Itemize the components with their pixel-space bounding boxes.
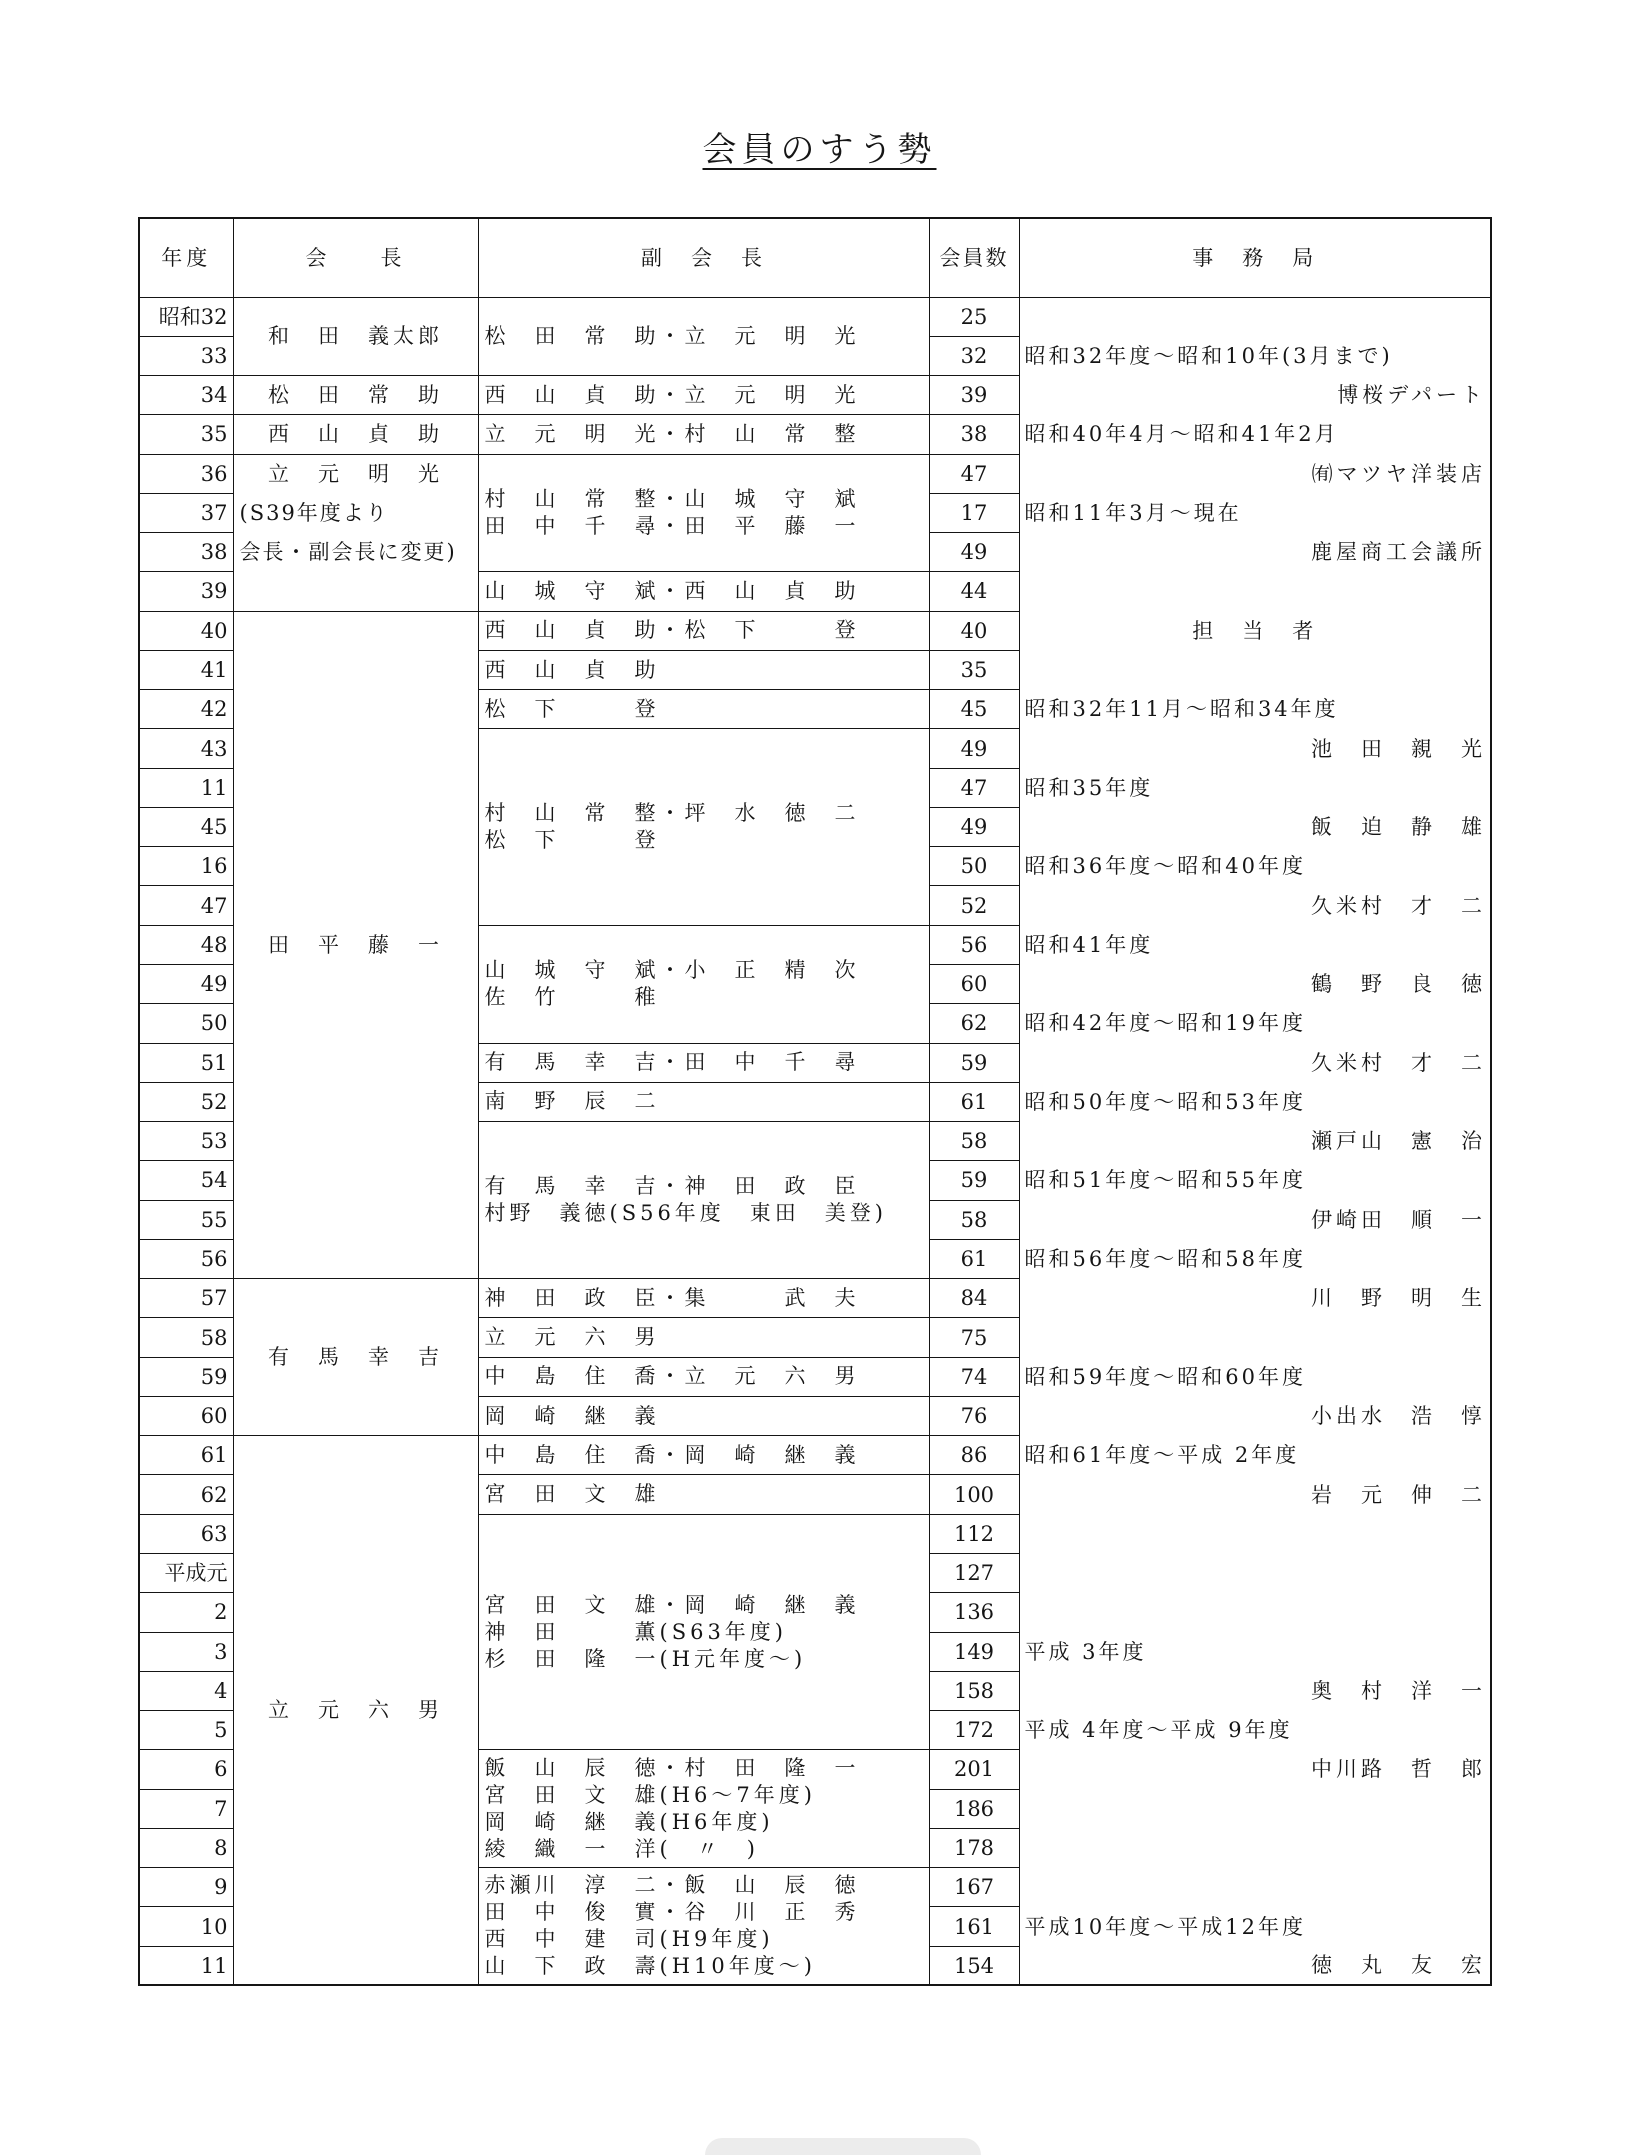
office-cell	[1019, 1828, 1491, 1867]
office-cell	[1019, 1907, 1491, 1946]
year-cell: 35	[139, 415, 233, 454]
vice-president-line: 田 中 俊 實・谷 川 正 秀	[484, 1900, 860, 1925]
member-count-cell: 45	[929, 690, 1019, 729]
vice-president-line: 岡 崎 継 義(H6年度)	[484, 1809, 774, 1834]
office-cell	[1019, 533, 1491, 572]
year-cell: 63	[139, 1514, 233, 1553]
member-count-cell: 127	[929, 1554, 1019, 1593]
year-cell: 7	[139, 1789, 233, 1828]
office-cell	[1019, 1671, 1491, 1710]
vice-president-line: 西 山 貞 助・松 下 登	[484, 618, 860, 643]
vice-president-cell	[478, 415, 929, 454]
office-cell	[1019, 965, 1491, 1004]
year-cell: 5	[139, 1711, 233, 1750]
vice-president-line: 西 山 貞 助	[484, 657, 660, 682]
vice-president-cell	[478, 1279, 929, 1318]
member-count-cell: 84	[929, 1279, 1019, 1318]
office-cell	[1019, 1318, 1491, 1357]
vice-president-cell	[478, 1750, 929, 1868]
office-term: 昭和36年度〜昭和40年度	[1024, 854, 1306, 879]
table-row	[139, 611, 1491, 650]
president-name: 西 山 貞 助	[268, 422, 443, 447]
vice-president-line: 中 島 住 喬・岡 崎 継 義	[484, 1442, 860, 1467]
office-cell	[1019, 611, 1491, 650]
president-cell	[233, 297, 478, 376]
president-note: (S39年度より	[239, 500, 389, 525]
member-count-cell: 49	[929, 807, 1019, 846]
document-title-text: 会員のすう勢	[702, 130, 937, 170]
year-cell: 51	[139, 1043, 233, 1082]
year-cell: 50	[139, 1004, 233, 1043]
office-cell	[1019, 572, 1491, 611]
office-staff-name: 池 田 親 光	[1311, 736, 1486, 761]
year-cell: 10	[139, 1907, 233, 1946]
header-vice-president: 副 会 長	[478, 218, 929, 297]
office-term: 昭和51年度〜昭和55年度	[1024, 1168, 1306, 1193]
member-count-cell: 25	[929, 297, 1019, 336]
document-title	[0, 124, 1639, 176]
office-cell	[1019, 1946, 1491, 1985]
year-cell: 40	[139, 611, 233, 650]
member-count-cell: 58	[929, 1122, 1019, 1161]
office-cell	[1019, 1789, 1491, 1828]
member-count-cell: 56	[929, 925, 1019, 964]
vice-president-line: 西 山 貞 助・立 元 明 光	[484, 382, 860, 407]
vice-president-cell	[478, 1082, 929, 1121]
president-cell	[233, 611, 478, 1279]
office-term: 平成 4年度〜平成 9年度	[1024, 1718, 1293, 1743]
office-cell	[1019, 1436, 1491, 1475]
office-staff-name: 久米村 才 二	[1311, 893, 1486, 918]
member-count-cell: 60	[929, 965, 1019, 1004]
vice-president-line: 山 城 守 斌・西 山 貞 助	[484, 578, 860, 603]
year-cell: 11	[139, 768, 233, 807]
year-cell: 47	[139, 886, 233, 925]
vice-president-cell	[478, 1475, 929, 1514]
year-cell: 6	[139, 1750, 233, 1789]
vice-president-line: 神 田 薫(S63年度)	[484, 1619, 787, 1644]
table-row	[139, 454, 1491, 493]
member-count-cell: 154	[929, 1946, 1019, 1985]
year-cell: 52	[139, 1082, 233, 1121]
table-row	[139, 1436, 1491, 1475]
office-cell	[1019, 336, 1491, 375]
president-note: 会長・副会長に変更)	[239, 539, 457, 564]
year-cell: 57	[139, 1279, 233, 1318]
office-staff-name: 奥 村 洋 一	[1311, 1678, 1486, 1703]
vice-president-cell	[478, 1043, 929, 1082]
office-staff-name: 久米村 才 二	[1311, 1050, 1486, 1075]
member-count-cell: 49	[929, 729, 1019, 768]
office-cell	[1019, 1279, 1491, 1318]
year-cell: 2	[139, 1593, 233, 1632]
year-cell: 48	[139, 925, 233, 964]
vice-president-cell	[478, 297, 929, 376]
office-term: 昭和50年度〜昭和53年度	[1024, 1089, 1306, 1114]
vice-president-line: 有 馬 幸 吉・田 中 千 尋	[484, 1050, 860, 1075]
office-staff-name: 川 野 明 生	[1311, 1286, 1486, 1311]
office-cell	[1019, 690, 1491, 729]
vice-president-cell	[478, 454, 929, 572]
year-cell: 58	[139, 1318, 233, 1357]
member-count-cell: 35	[929, 650, 1019, 689]
member-count-cell: 39	[929, 376, 1019, 415]
president-name: 有 馬 幸 吉	[268, 1345, 443, 1370]
office-staff-name: 小出水 浩 惇	[1311, 1404, 1486, 1429]
office-cell	[1019, 847, 1491, 886]
vice-president-cell	[478, 1357, 929, 1396]
office-term: 昭和32年度〜昭和10年(3月まで)	[1024, 343, 1393, 368]
year-cell: 54	[139, 1161, 233, 1200]
office-cell	[1019, 297, 1491, 336]
office-cell	[1019, 1632, 1491, 1671]
member-count-cell: 178	[929, 1828, 1019, 1867]
president-cell	[233, 1279, 478, 1436]
vice-president-line: 赤瀬川 淳 二・飯 山 辰 徳	[484, 1873, 860, 1898]
vice-president-cell	[478, 1436, 929, 1475]
member-count-cell: 47	[929, 768, 1019, 807]
president-name: 田 平 藤 一	[268, 932, 443, 957]
office-cell	[1019, 454, 1491, 493]
vice-president-cell	[478, 611, 929, 650]
vice-president-cell	[478, 925, 929, 1043]
president-cell	[233, 415, 478, 454]
vice-president-line: 松 下 登	[484, 696, 660, 721]
office-cell	[1019, 415, 1491, 454]
year-cell: 43	[139, 729, 233, 768]
table-body	[139, 297, 1491, 1985]
header-year: 年度	[139, 218, 233, 297]
office-term: 昭和61年度〜平成 2年度	[1024, 1443, 1300, 1468]
member-count-cell: 186	[929, 1789, 1019, 1828]
year-cell: 49	[139, 965, 233, 1004]
office-cell	[1019, 1554, 1491, 1593]
member-count-cell: 74	[929, 1357, 1019, 1396]
year-cell: 53	[139, 1122, 233, 1161]
office-staff-name: 鹿屋商工会議所	[1311, 540, 1486, 565]
year-cell: 60	[139, 1396, 233, 1435]
year-cell: 62	[139, 1475, 233, 1514]
vice-president-line: 立 元 明 光・村 山 常 整	[484, 421, 860, 446]
member-count-cell: 17	[929, 493, 1019, 532]
member-count-cell: 50	[929, 847, 1019, 886]
member-count-cell: 61	[929, 1082, 1019, 1121]
vice-president-line: 飯 山 辰 徳・村 田 隆 一	[484, 1755, 860, 1780]
office-term: 昭和32年11月〜昭和34年度	[1024, 697, 1339, 722]
office-staff-name: 博桜デパート	[1337, 383, 1486, 408]
vice-president-line: 田 中 千 尋・田 平 藤 一	[484, 513, 860, 538]
president-cell	[233, 376, 478, 415]
vice-president-line: 山 下 政 壽(H10年度〜)	[484, 1954, 816, 1979]
office-cell	[1019, 886, 1491, 925]
office-staff-name: ㈲マツヤ洋装店	[1311, 461, 1486, 486]
office-cell	[1019, 1200, 1491, 1239]
member-count-cell: 62	[929, 1004, 1019, 1043]
vice-president-line: 西 中 建 司(H9年度)	[484, 1927, 774, 1952]
member-count-cell: 47	[929, 454, 1019, 493]
member-count-cell: 201	[929, 1750, 1019, 1789]
vice-president-line: 岡 崎 継 義	[484, 1403, 660, 1428]
member-count-cell: 38	[929, 415, 1019, 454]
president-name: 松 田 常 助	[268, 383, 443, 408]
membership-table	[138, 217, 1492, 1986]
vice-president-line: 神 田 政 臣・集 武 夫	[484, 1285, 860, 1310]
year-cell: 45	[139, 807, 233, 846]
office-cell	[1019, 376, 1491, 415]
vice-president-line: 山 城 守 斌・小 正 精 次	[484, 958, 860, 983]
vice-president-line: 杉 田 隆 一(H元年度〜)	[484, 1646, 807, 1671]
year-cell: 38	[139, 533, 233, 572]
year-cell: 8	[139, 1828, 233, 1867]
table-header	[139, 218, 1491, 297]
vice-president-line: 宮 田 文 雄	[484, 1482, 660, 1507]
member-count-cell: 49	[929, 533, 1019, 572]
office-term: 昭和59年度〜昭和60年度	[1024, 1364, 1306, 1389]
president-name: 立 元 明 光	[268, 461, 443, 486]
office-term: 昭和42年度〜昭和19年度	[1024, 1011, 1306, 1036]
year-cell: 16	[139, 847, 233, 886]
vice-president-line: 村 山 常 整・坪 水 徳 二	[484, 801, 860, 826]
vice-president-line: 松 下 登	[484, 828, 660, 853]
office-term: 平成 3年度	[1024, 1639, 1147, 1664]
vice-president-cell	[478, 1868, 929, 1986]
office-term: 昭和41年度	[1024, 932, 1154, 957]
year-cell: 55	[139, 1200, 233, 1239]
vice-president-line: 中 島 住 喬・立 元 六 男	[484, 1364, 860, 1389]
vice-president-cell	[478, 1396, 929, 1435]
office-cell	[1019, 1593, 1491, 1632]
year-cell: 11	[139, 1946, 233, 1985]
member-count-cell: 52	[929, 886, 1019, 925]
member-count-cell: 76	[929, 1396, 1019, 1435]
office-cell	[1019, 1750, 1491, 1789]
office-cell	[1019, 807, 1491, 846]
page-nav-pill[interactable]	[705, 2138, 981, 2155]
year-cell: 61	[139, 1436, 233, 1475]
vice-president-cell	[478, 1122, 929, 1279]
vice-president-cell	[478, 1318, 929, 1357]
member-count-cell: 112	[929, 1514, 1019, 1553]
vice-president-cell	[478, 729, 929, 925]
office-cell	[1019, 1514, 1491, 1553]
president-cell	[233, 1436, 478, 1986]
member-count-cell: 161	[929, 1907, 1019, 1946]
member-count-cell: 172	[929, 1711, 1019, 1750]
office-cell	[1019, 1082, 1491, 1121]
table-row	[139, 376, 1491, 415]
vice-president-line: 南 野 辰 二	[484, 1089, 660, 1114]
member-count-cell: 86	[929, 1436, 1019, 1475]
member-count-cell: 167	[929, 1868, 1019, 1907]
vice-president-cell	[478, 690, 929, 729]
office-cell	[1019, 1396, 1491, 1435]
header-office: 事 務 局	[1019, 218, 1491, 297]
office-cell	[1019, 729, 1491, 768]
member-count-cell: 59	[929, 1161, 1019, 1200]
header-president: 会 長	[233, 218, 478, 297]
office-cell	[1019, 1122, 1491, 1161]
vice-president-line: 宮 田 文 雄・岡 崎 継 義	[484, 1592, 860, 1617]
office-term: 昭和35年度	[1024, 775, 1154, 800]
year-cell: 昭和32	[139, 297, 233, 336]
year-cell: 37	[139, 493, 233, 532]
vice-president-line: 立 元 六 男	[484, 1325, 660, 1350]
vice-president-cell	[478, 650, 929, 689]
office-staff-name: 徳 丸 友 宏	[1311, 1953, 1486, 1978]
office-term: 昭和40年4月〜昭和41年2月	[1024, 422, 1339, 447]
year-cell: 59	[139, 1357, 233, 1396]
office-cell	[1019, 1711, 1491, 1750]
vice-president-line: 村野 義徳(S56年度 東田 美登)	[484, 1201, 887, 1226]
office-cell	[1019, 1357, 1491, 1396]
office-cell	[1019, 1161, 1491, 1200]
member-count-cell: 158	[929, 1671, 1019, 1710]
member-count-cell: 100	[929, 1475, 1019, 1514]
table-row	[139, 415, 1491, 454]
office-term: 昭和56年度〜昭和58年度	[1024, 1247, 1306, 1271]
year-cell: 42	[139, 690, 233, 729]
president-cell	[233, 454, 478, 611]
office-cell	[1019, 1004, 1491, 1043]
member-count-cell: 44	[929, 572, 1019, 611]
table-row	[139, 297, 1491, 336]
office-staff-name: 飯 迫 静 雄	[1311, 815, 1486, 840]
office-cell	[1019, 1475, 1491, 1514]
office-cell	[1019, 1868, 1491, 1907]
office-term: 昭和11年3月〜現在	[1024, 500, 1242, 525]
office-staff-name: 伊崎田 順 一	[1311, 1207, 1486, 1232]
year-cell: 平成元	[139, 1554, 233, 1593]
vice-president-cell	[478, 572, 929, 611]
vice-president-line: 村 山 常 整・山 城 守 斌	[484, 486, 860, 511]
office-cell	[1019, 768, 1491, 807]
year-cell: 33	[139, 336, 233, 375]
office-staff-name: 中川路 哲 郎	[1311, 1757, 1486, 1782]
office-cell	[1019, 925, 1491, 964]
vice-president-line: 有 馬 幸 吉・神 田 政 臣	[484, 1174, 860, 1199]
member-count-cell: 59	[929, 1043, 1019, 1082]
office-cell	[1019, 1043, 1491, 1082]
vice-president-line: 宮 田 文 雄(H6〜7年度)	[484, 1782, 816, 1807]
year-cell: 4	[139, 1671, 233, 1710]
president-name: 立 元 六 男	[268, 1698, 443, 1723]
table-row	[139, 1279, 1491, 1318]
year-cell: 36	[139, 454, 233, 493]
member-count-cell: 149	[929, 1632, 1019, 1671]
office-staff-name: 鶴 野 良 徳	[1311, 972, 1486, 997]
vice-president-cell	[478, 1514, 929, 1750]
vice-president-cell	[478, 376, 929, 415]
year-cell: 34	[139, 376, 233, 415]
year-cell: 56	[139, 1239, 233, 1278]
member-count-cell: 58	[929, 1200, 1019, 1239]
year-cell: 39	[139, 572, 233, 611]
year-cell: 3	[139, 1632, 233, 1671]
office-cell	[1019, 1239, 1491, 1278]
vice-president-line: 綾 織 一 洋( 〃 )	[484, 1836, 759, 1861]
member-count-cell: 40	[929, 611, 1019, 650]
vice-president-line: 佐 竹 稚	[484, 985, 660, 1010]
member-count-cell: 32	[929, 336, 1019, 375]
year-cell: 41	[139, 650, 233, 689]
president-name: 和 田 義太郎	[268, 324, 443, 349]
office-heading: 担 当 者	[1192, 618, 1318, 643]
member-count-cell: 136	[929, 1593, 1019, 1632]
header-row	[139, 218, 1491, 297]
office-staff-name: 岩 元 伸 二	[1311, 1482, 1486, 1507]
office-cell	[1019, 650, 1491, 689]
header-member-count: 会員数	[929, 218, 1019, 297]
year-cell: 9	[139, 1868, 233, 1907]
vice-president-line: 松 田 常 助・立 元 明 光	[484, 323, 860, 348]
office-cell	[1019, 493, 1491, 532]
member-count-cell: 61	[929, 1239, 1019, 1278]
member-count-cell: 75	[929, 1318, 1019, 1357]
office-term: 平成10年度〜平成12年度	[1024, 1914, 1306, 1939]
office-staff-name: 瀬戸山 憲 治	[1311, 1129, 1486, 1154]
